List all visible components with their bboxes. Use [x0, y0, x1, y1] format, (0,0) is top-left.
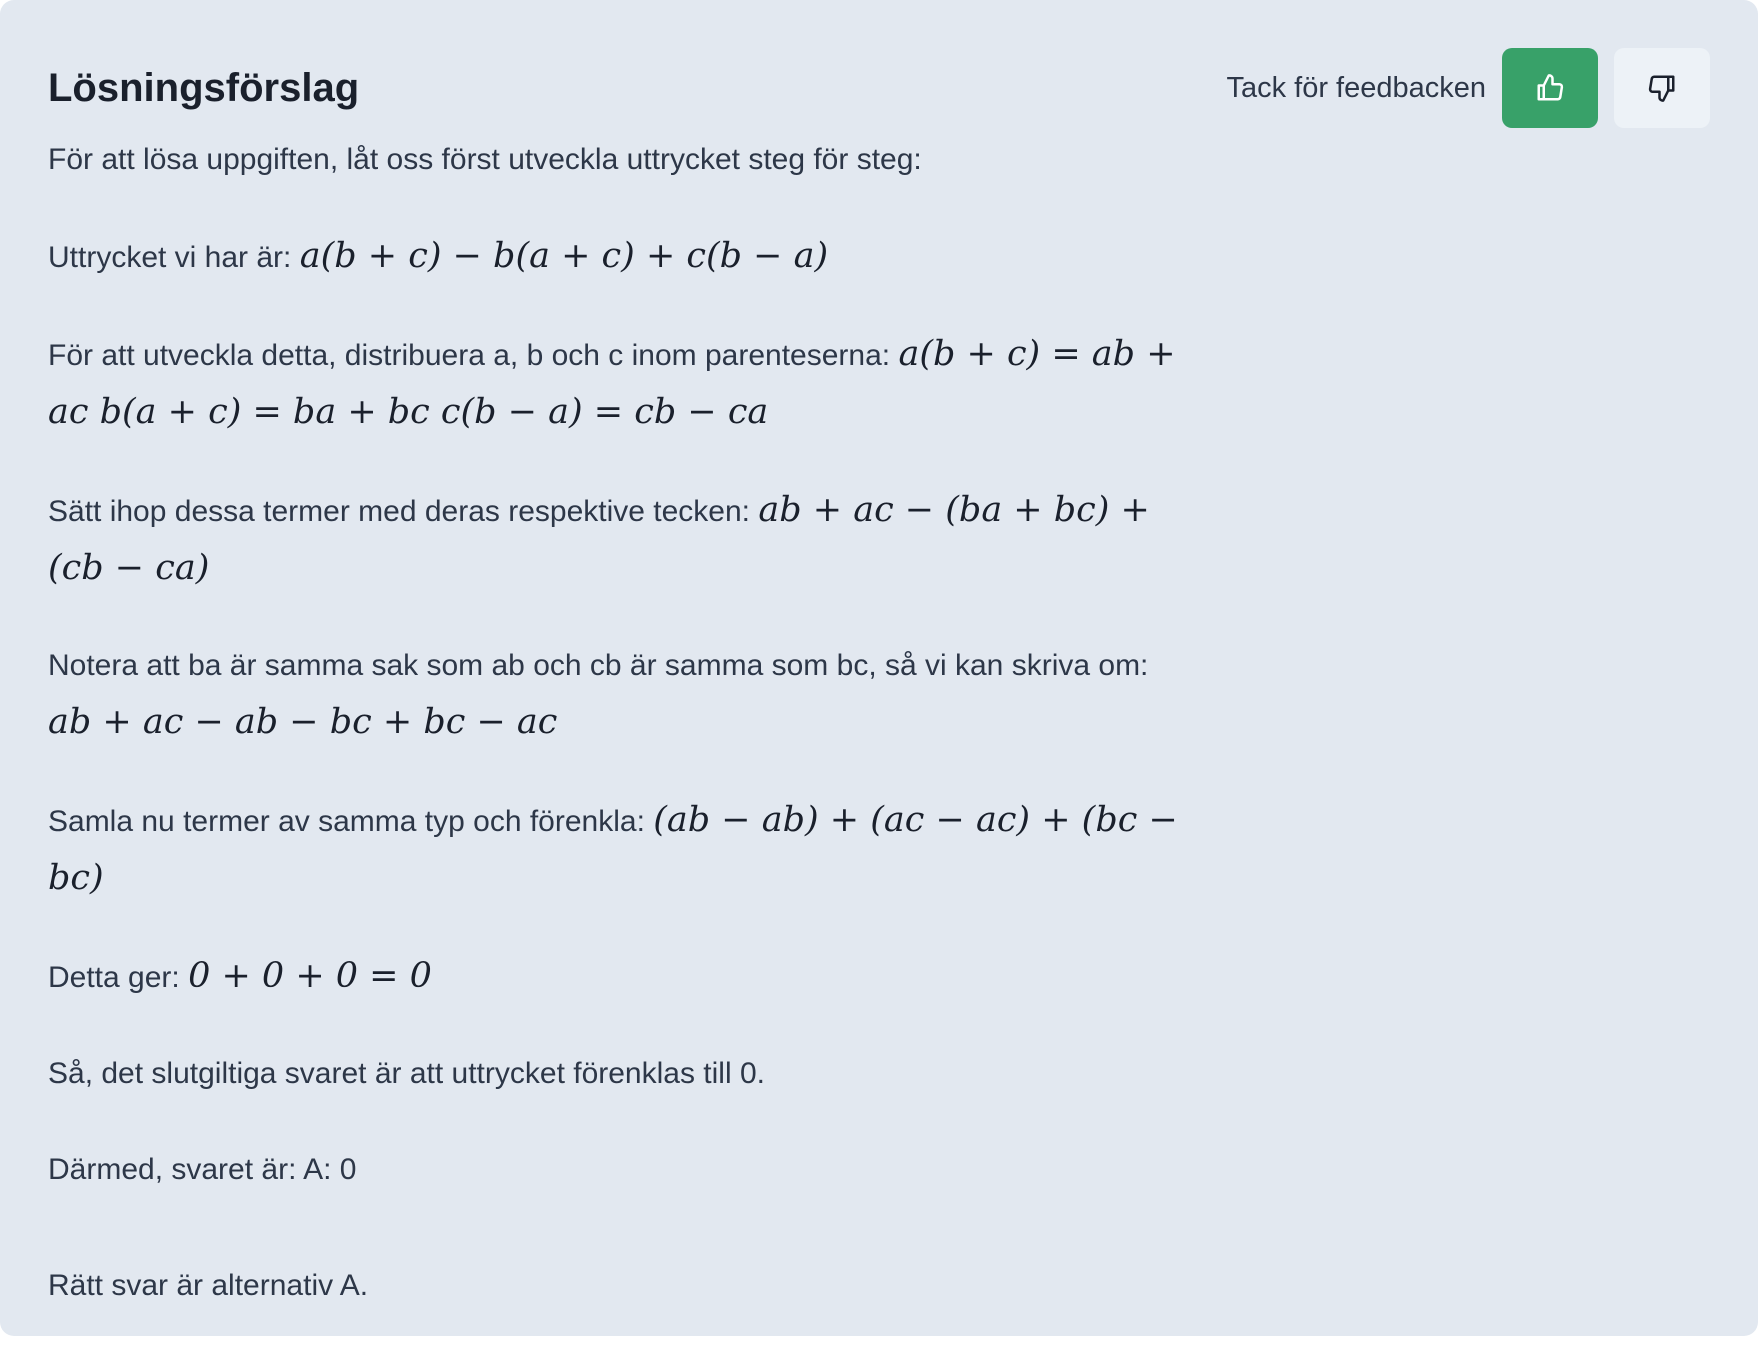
expand-label: För att utveckla detta, distribuera a, b och c inom parenteserna: — [48, 339, 899, 372]
expression-label: Uttrycket vi har är: — [48, 241, 300, 274]
result-math: 0 + 0 + 0 = 0 — [188, 956, 432, 996]
combine-paragraph — [48, 482, 1188, 598]
correct-answer-paragraph: Rätt svar är alternativ A. — [48, 1269, 369, 1302]
feedback-text: Tack för feedbacken — [1226, 71, 1486, 104]
solution-content — [48, 132, 1188, 1354]
note-label: Notera att ba är samma sak som ab och cb är samma som bc, så vi kan skriva om: — [48, 649, 1149, 682]
note-paragraph — [48, 638, 1188, 752]
final-paragraph: Så, det slutgiltiga svaret är att uttrycket förenklas till 0. — [48, 1057, 765, 1090]
expression-math: a(b + c) − b(a + c) + c(b − a) — [299, 236, 829, 276]
combine-label: Sätt ihop dessa termer med deras respektive tecken: — [48, 495, 759, 528]
result-paragraph — [48, 948, 1188, 1006]
collect-paragraph — [48, 792, 1188, 908]
expand-math: a(b + c) = ab + ac b(a + c) = ba + bc c(b − a) = cb − ca — [48, 334, 1176, 432]
intro-paragraph: För att lösa uppgiften, låt oss först utveckla uttrycket steg för steg: — [48, 143, 922, 176]
note-math: ab + ac − ab − bc + bc − ac — [48, 702, 558, 742]
thumbs-up-button[interactable] — [1502, 48, 1598, 128]
result-label: Detta ger: — [48, 961, 189, 994]
panel-title: Lösningsförslag — [48, 66, 360, 110]
answer-paragraph: Därmed, svaret är: A: 0 — [48, 1153, 357, 1186]
thumbs-down-icon — [1647, 73, 1677, 103]
expression-paragraph — [48, 228, 1188, 286]
thumbs-down-button[interactable] — [1614, 48, 1710, 128]
collect-label: Samla nu termer av samma typ och förenkla: — [48, 805, 654, 838]
combine-math: ab + ac − (ba + bc) + (cb − ca) — [48, 490, 1150, 588]
thumbs-up-icon — [1535, 73, 1565, 103]
feedback-bar — [1226, 48, 1710, 128]
collect-math: (ab − ab) + (ac − ac) + (bc − bc) — [48, 800, 1178, 898]
expand-paragraph — [48, 326, 1188, 442]
